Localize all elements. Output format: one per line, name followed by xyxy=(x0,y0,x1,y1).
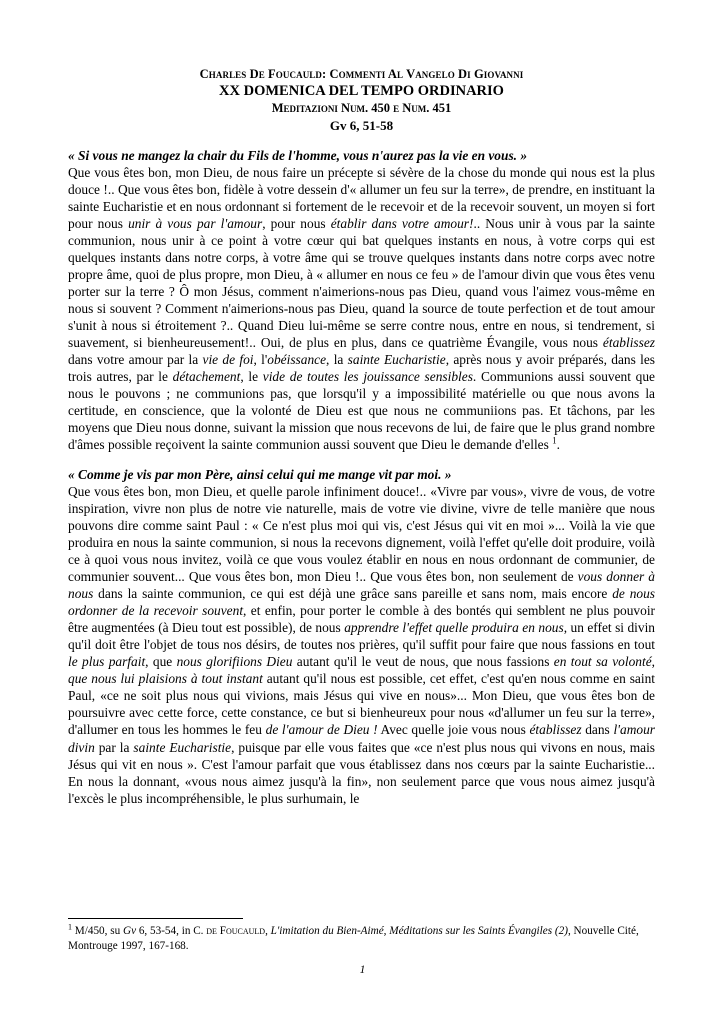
italic-run: établissez xyxy=(529,722,582,738)
footnote-separator xyxy=(68,918,243,919)
italic-run: unir à vous par l'amour xyxy=(128,216,263,232)
text-run: 6, 53-54, in C. xyxy=(136,925,207,937)
italic-run: l'amour divin xyxy=(68,722,655,755)
text-run: dans xyxy=(581,722,614,738)
italic-run: que nous lui plaisions à tout instant xyxy=(68,671,263,687)
book-title: L'imitation du Bien-Aimé, Méditations sur les Saints Évangiles (2) xyxy=(270,925,568,937)
text-run: . xyxy=(556,437,561,453)
italic-run: sainte Eucharistie xyxy=(133,739,232,755)
italic-run: apprendre l'effet quelle produira en nous xyxy=(344,620,564,636)
author-name: de Foucauld xyxy=(206,925,266,937)
italic-run: vide de toutes les jouissance sensibles xyxy=(262,369,473,385)
italic-run: établir dans votre amour! xyxy=(330,216,474,232)
text-run: , que xyxy=(145,654,177,670)
section-2-quote: « Comme je vis par mon Père, ainsi celui qui me mange vit par moi. » xyxy=(68,467,452,483)
text-run: , l' xyxy=(253,352,268,368)
italic-run: détachement xyxy=(172,369,241,385)
italic-run: obéissance xyxy=(267,352,327,368)
italic-run: le plus parfait xyxy=(68,654,146,670)
text-run: , Nouvelle Cité, Montrouge 1997, 167-168. xyxy=(68,925,639,952)
italic-run: établissez xyxy=(602,335,655,351)
header-gospel-reference: Gv 6, 51-58 xyxy=(329,118,394,133)
italic-run: nous glorifiions Dieu xyxy=(176,654,293,670)
section-1-paragraph xyxy=(68,164,655,453)
header-author-title: Charles De Foucauld: Commenti Al Vangelo Di Giovanni xyxy=(199,67,524,81)
page-number: 1 xyxy=(359,964,366,976)
text-run: .. Nous unir à vous par la sainte communion, nous unir à ce point à votre cœur qui bat quelques instants en nous, à votre corps qui est quelques instants dans notre corps, à votre âme qui se trouve quelques instants dans notre corps avec notre propre âme, quoi de plus propre, mon Dieu, à « allumer en nous ce feu » de l'amour divin que vous êtes venu porter sur la terre ? Ô mon Jésus, comment n'aimerions-nous pas Dieu, quand vous l'aimez vous-même en nous si souvent ? Comment n'aimerions-nous pas Dieu, quand la source de toute perfection et de tout amour s'unit à nous si étroitement ?.. Quand Dieu lui-même se serre contre nous, entre en nous, si tendrement, si suavement, si bienheureusement!.. Oui, de plus en plus, dans ce quatrième Évangile, vous nous xyxy=(68,216,655,351)
header-sunday-title: XX DOMENICA DEL TEMPO ORDINARIO xyxy=(219,83,504,99)
section-2-paragraph xyxy=(68,483,655,806)
text-run: M/450, su xyxy=(72,925,123,937)
text-run: , et enfin, pour porter le comble à des bontés qui semblent ne plus pouvoir être augmentées (à Dieu tout est possible), de nous xyxy=(68,603,655,636)
text-run: Que vous êtes bon, mon Dieu, de nous faire un précepte si sévère de la chose du monde qui nous est la plus douce !.. Que vous êtes bon, fidèle à votre dessein d'« allumer un feu sur la terre», de prendre, en instituant la sainte Eucharistie et en nous ordonnant si fortement de le recevoir et de la recevoir souvent, un moyen si fort pour nous xyxy=(68,165,655,232)
text-run: , le xyxy=(240,369,263,385)
document-header xyxy=(68,66,655,134)
text-run: , un effet si divin qu'il doit être l'objet de tous nos désirs, de toutes nos prières, qu'il suffit pour faire que nous fassions en tout xyxy=(68,620,656,653)
text-run: , xyxy=(651,654,656,670)
italic-run: vous donner à nous xyxy=(68,569,656,602)
footnote-number: 1 xyxy=(68,922,72,932)
italic-run: vie de foi xyxy=(202,352,254,368)
header-meditations: Meditazioni Num. 450 e Num. 451 xyxy=(271,101,452,115)
italic-run: en tout sa volonté xyxy=(553,654,652,670)
section-2 xyxy=(68,466,655,806)
text-run: autant qu'il le veut de nous, que nous fassions xyxy=(292,654,554,670)
section-1 xyxy=(68,147,655,453)
text-run: Avec quelle joie vous nous xyxy=(377,722,530,738)
text-run: Que vous êtes bon, mon Dieu, et quelle parole infiniment douce!.. «Vivre par vous», vivre de vous, de votre inspiration, vivre non plus de notre vie naturelle, mais de votre vie divine, vivre de telle manière que nous pouvons dire comme saint Paul : « Ce n'est plus moi qui vis, c'est Jésus qui vit en moi »... Voilà la vie que produira en nous la sainte communion, si nous la recevons dignement, voilà l'effet qu'elle doit produire, voilà ce à quoi vous nous invitez, voilà ce que vous voulez établir en nous en nous ordonnant de communier, de communier souvent... Que vous êtes bon, mon Dieu !.. Que vous êtes bon, non seulement de xyxy=(68,484,655,585)
footnote-reference[interactable]: 1 xyxy=(552,435,557,446)
text-run: , après nous y avoir préparés, dans les trois autres, par le xyxy=(68,352,655,385)
text-run: autant qu'il nous est possible, cet effet, c'est qu'en nous comme en saint Paul, «ce ne soit plus nous qui vivions, mais Jésus qui vive en nous»... Mon Dieu, que vous êtes bon de poursuivre avec cette force, cette constance, ce but si bienheureux pour nous «d'allumer un feu sur la terre», d'allumer en tous les hommes le feu xyxy=(68,671,656,738)
text-run: . Communions aussi souvent que nous le pouvons ; ne communions pas, que lorsqu'il y a impossibilité matérielle ou que nous avons la certitude, en conscience, que la volonté de Dieu est que nous ne communiions pas. Et tâchons, par les moyens que Dieu nous donne, suivant la mission que nous recevons de lui, de faire que le plus grand nombre d'âmes possible reçoivent la sainte communion aussi souvent que Dieu le demande d'elles xyxy=(68,369,655,453)
text-run: , xyxy=(265,925,271,937)
text-run: dans la sainte communion, ce qui est déjà une grâce sans pareille et sans nom, mais encore xyxy=(93,586,613,602)
text-run: , la xyxy=(326,352,348,368)
italic-run: Gv xyxy=(122,925,137,937)
italic-run: de l'amour de Dieu ! xyxy=(265,722,378,738)
italic-run: de nous ordonner de la recevoir souvent xyxy=(68,586,655,619)
document-page xyxy=(68,66,655,807)
text-run: , pour nous xyxy=(262,216,331,232)
italic-run: sainte Eucharistie xyxy=(347,352,446,368)
section-1-quote: « Si vous ne mangez la chair du Fils de l'homme, vous n'aurez pas la vie en vous. » xyxy=(68,148,528,163)
text-run: , puisque par elle vous faites que «ce n'est plus nous qui vivons en nous, mais Jésus qui vit en nous ». C'est l'amour parfait que vous établissez dans nos cœurs par la sainte Eucharistie... En nous la donnant, «vous nous aimez jusqu'à la fin», non seulement parce que vous nous aimez jusqu'à l'excès le plus incompréhensible, le plus surhumain, le xyxy=(68,739,656,806)
text-run: dans votre amour par la xyxy=(68,352,203,368)
footnote xyxy=(68,924,655,954)
text-run: par la xyxy=(94,739,134,755)
